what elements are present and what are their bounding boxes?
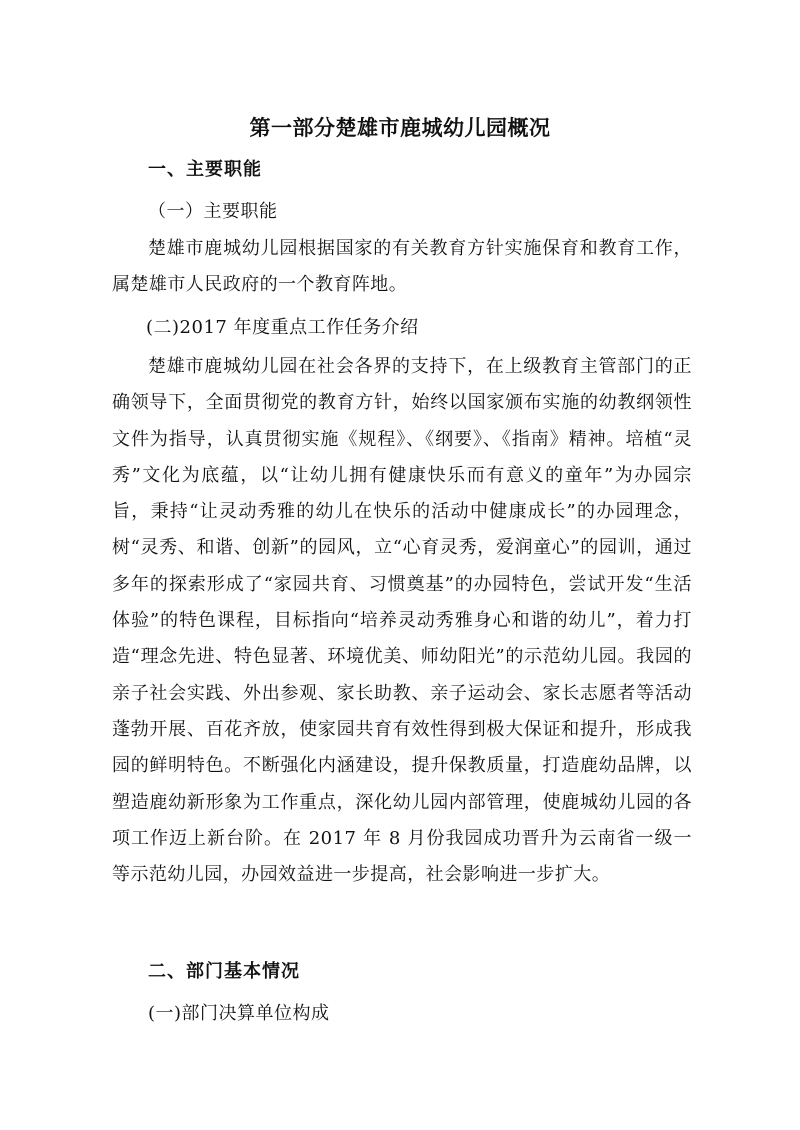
paragraph-main-functions: 楚雄市鹿城幼儿园根据国家的有关教育方针实施保育和教育工作，属楚雄市人民政府的一个教育阵地。: [112, 238, 692, 296]
subsection-heading-unit-composition: (一)部门决算单位构成: [148, 1003, 330, 1024]
section-heading-main-functions: 一、主要职能: [148, 159, 262, 180]
page-title: 第一部分楚雄市鹿城幼儿园概况: [249, 116, 551, 140]
subsection-heading-main-functions: （一）主要职能: [148, 201, 278, 222]
section-heading-department-overview: 二、部门基本情况: [148, 961, 300, 982]
subsection-heading-key-tasks-2017: (二)2017 年度重点工作任务介绍: [146, 317, 419, 338]
paragraph-key-tasks-2017: 楚雄市鹿城幼儿园在社会各界的支持下，在上级教育主管部门的正确领导下，全面贯彻党的教育方针，始终以国家颁布实施的幼教纲领性文件为指导，认真贯彻实施《规程》、《纲要》、《指南》精神。培植“灵秀”文化为底蕴，以“让幼儿拥有健康快乐而有意义的童年”为办园宗旨，秉持“让灵动秀雅的幼儿在快乐的活动中健康成长”的办园理念，树“灵秀、和谐、创新”的园风，立“心育灵秀，爱润童心”的园训，通过多年的探索形成了“家园共育、习惯奠基”的办园特色，尝试开发“生活体验”的特色课程，目标指向“培养灵动秀雅身心和谐的幼儿”，着力打造“理念先进、特色显著、环境优美、师幼阳光”的示范幼儿园。我园的亲子社会实践、外出参观、家长助教、亲子运动会、家长志愿者等活动蓬勃开展、百花齐放，使家园共育有效性得到极大保证和提升，形成我园的鲜明特色。不断强化内涵建设，提升保教质量，打造鹿幼品牌，以塑造鹿幼新形象为工作重点，深化幼儿园内部管理，使鹿城幼儿园的各项工作迈上新台阶。在 2017 年 8 月份我园成功晋升为云南省一级一等示范幼儿园，办园效益进一步提高，社会影响进一步扩大。: [112, 356, 692, 886]
